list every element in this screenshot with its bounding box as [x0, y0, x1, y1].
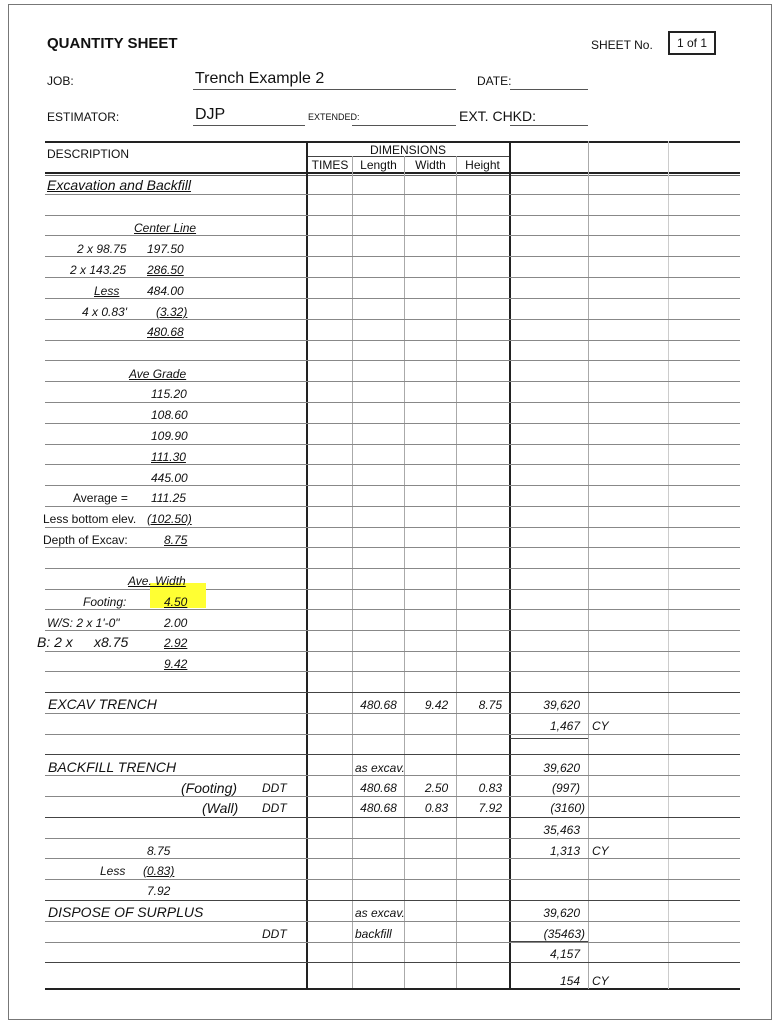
dispose-title: DISPOSE OF SURPLUS: [48, 904, 204, 920]
grade-sum: 445.00: [151, 471, 188, 485]
bf-cy-unit: CY: [592, 844, 609, 858]
depth-value: 8.75: [164, 533, 188, 547]
excav-length: 480.68: [360, 698, 397, 712]
cl-total: 480.68: [147, 325, 184, 339]
backfill-footing-width: 2.50: [424, 781, 449, 795]
row-line: [45, 360, 740, 361]
col-divider-extra: [668, 141, 669, 989]
row-line: [45, 444, 740, 445]
row-line: [45, 817, 740, 818]
table-header-border-inner: [45, 175, 740, 176]
bf-less-value: (0.83): [143, 864, 175, 878]
bf-less-label: Less: [100, 864, 126, 878]
backfill-footing-length: 480.68: [360, 781, 397, 795]
b-label: B: 2 x: [37, 634, 73, 650]
row-line: [45, 651, 740, 652]
row-line: [45, 527, 740, 528]
row-line: [45, 754, 740, 755]
grade-1: 115.20: [151, 387, 187, 401]
row-line: [45, 464, 740, 465]
footing-value: 4.50: [164, 595, 188, 609]
row-line: [45, 962, 740, 963]
backfill-footing-label: (Footing): [181, 780, 238, 796]
excav-height: 8.75: [478, 698, 502, 712]
backfill-footing-value: (997): [551, 781, 580, 795]
section-title: Excavation and Backfill: [47, 177, 191, 193]
estimator-label: ESTIMATOR:: [47, 110, 120, 124]
job-underline: [193, 89, 456, 90]
row-line: [45, 215, 740, 216]
backfill-footing-ddt: DDT: [262, 781, 287, 795]
col-divider-result: [509, 141, 511, 989]
row-line: [45, 713, 740, 714]
row-line: [45, 485, 740, 486]
table-bottom-border: [45, 988, 740, 990]
less-bottom-value: (102.50): [147, 512, 192, 526]
average-value: 111.25: [151, 491, 186, 505]
date-underline: [510, 89, 588, 90]
row-line: [45, 630, 740, 631]
result-underline: [510, 738, 588, 739]
ws-value: 2.00: [164, 616, 188, 630]
sheet-number-value: 1 of 1: [668, 31, 716, 55]
grade-3: 109.90: [151, 429, 188, 443]
col-divider-width: [404, 156, 405, 988]
row-line: [45, 942, 740, 943]
row-line: [45, 194, 740, 195]
ave-grade-heading: Ave Grade: [129, 367, 187, 381]
cl3-label: 4 x 0.83': [82, 305, 127, 319]
row-line: [45, 796, 740, 797]
grade-4: 111.30: [151, 450, 186, 464]
ws-label: W/S: 2 x 1'-0": [47, 616, 120, 630]
col-times: TIMES: [311, 158, 349, 172]
dispose-cy-unit: CY: [592, 974, 609, 988]
grade-2: 108.60: [151, 408, 188, 422]
bf-cy: 1,313: [549, 844, 580, 858]
extended-underline: [352, 125, 456, 126]
excav-cf: 39,620: [543, 698, 580, 712]
date-label: DATE:: [477, 74, 512, 88]
backfill-cf: 39,620: [543, 761, 580, 775]
row-line: [45, 340, 740, 341]
dispose-ddt: DDT: [262, 927, 287, 941]
cl2-value: 286.50: [147, 263, 184, 277]
dispose-cf: 39,620: [543, 906, 580, 920]
row-line: [45, 921, 740, 922]
dispose-net: 4,157: [549, 947, 580, 961]
row-line: [45, 900, 740, 901]
backfill-wall-label: (Wall): [202, 800, 239, 816]
dispose-backfill: backfill: [355, 927, 392, 941]
cl2-label: 2 x 143.25: [70, 263, 127, 277]
b-multiplier: x8.75: [94, 634, 129, 650]
col-divider-length: [352, 156, 353, 988]
backfill-trench-title: BACKFILL TRENCH: [48, 759, 177, 775]
excav-trench-title: EXCAV TRENCH: [48, 696, 157, 712]
cl1-label: 2 x 98.75: [77, 242, 127, 256]
sheet-title: QUANTITY SHEET: [47, 35, 178, 52]
bf-depth: 8.75: [147, 844, 171, 858]
backfill-wall-height: 7.92: [478, 801, 502, 815]
b-value: 2.92: [164, 636, 188, 650]
cl-less-value: 484.00: [147, 284, 184, 298]
ave-width-heading: Ave. Width: [128, 574, 186, 588]
estimator-value: DJP: [195, 106, 226, 123]
backfill-footing-height: 0.83: [478, 781, 502, 795]
backfill-wall-value: (3160): [550, 801, 585, 815]
ext-chkd-label: EXT. CHKD:: [459, 108, 537, 124]
dispose-length: as excav.: [355, 906, 405, 920]
row-line: [45, 692, 740, 693]
footing-label: Footing:: [83, 595, 127, 609]
cl-less-label: Less: [94, 284, 120, 298]
row-line: [45, 506, 740, 507]
center-line-heading: Center Line: [134, 221, 197, 235]
row-line: [45, 256, 740, 257]
col-divider-times: [306, 141, 308, 989]
col-dimensions: DIMENSIONS: [369, 143, 446, 157]
row-line: [45, 235, 740, 236]
average-label: Average =: [73, 491, 128, 505]
ext-chkd-underline: [510, 125, 588, 126]
result-underline: [510, 817, 588, 818]
row-line: [45, 298, 740, 299]
cl1-value: 197.50: [147, 242, 184, 256]
row-line: [45, 609, 740, 610]
backfill-wall-length: 480.68: [360, 801, 397, 815]
backfill-wall-ddt: DDT: [262, 801, 287, 815]
backfill-wall-width: 0.83: [424, 801, 449, 815]
row-line: [45, 402, 740, 403]
col-description: DESCRIPTION: [47, 147, 130, 161]
dispose-cy: 154: [559, 974, 580, 988]
dispose-less: (35463): [543, 927, 585, 941]
row-line: [45, 547, 740, 548]
cl3-value: (3.32): [156, 305, 188, 319]
row-line: [45, 775, 740, 776]
col-width: Width: [415, 158, 446, 172]
job-value: Trench Example 2: [195, 70, 325, 87]
backfill-length: as excav.: [355, 761, 405, 775]
estimator-underline: [193, 125, 305, 126]
col-length: Length: [360, 158, 397, 172]
col-divider-unit: [588, 141, 589, 989]
row-line: [45, 879, 740, 880]
sheet-number-label: SHEET No.: [591, 38, 653, 52]
row-line: [45, 423, 740, 424]
row-line: [45, 277, 740, 278]
col-divider-height: [456, 156, 457, 988]
row-line: [45, 568, 740, 569]
extended-label: EXTENDED:: [308, 112, 360, 122]
col-height: Height: [465, 158, 500, 172]
result-underline: [510, 941, 588, 942]
bf-result: 7.92: [147, 884, 171, 898]
row-line: [45, 858, 740, 859]
depth-label: Depth of Excav:: [43, 533, 128, 547]
table-header-border: [45, 172, 740, 174]
excav-cy-unit: CY: [592, 719, 609, 733]
less-bottom-label: Less bottom elev.: [43, 512, 137, 526]
backfill-net: 35,463: [543, 823, 580, 837]
width-total: 9.42: [164, 657, 188, 671]
row-line: [45, 381, 740, 382]
row-line: [45, 734, 740, 735]
row-line: [45, 838, 740, 839]
row-line: [45, 671, 740, 672]
job-label: JOB:: [47, 74, 74, 88]
row-line: [45, 319, 740, 320]
excav-cy: 1,467: [549, 719, 580, 733]
excav-width: 9.42: [424, 698, 449, 712]
